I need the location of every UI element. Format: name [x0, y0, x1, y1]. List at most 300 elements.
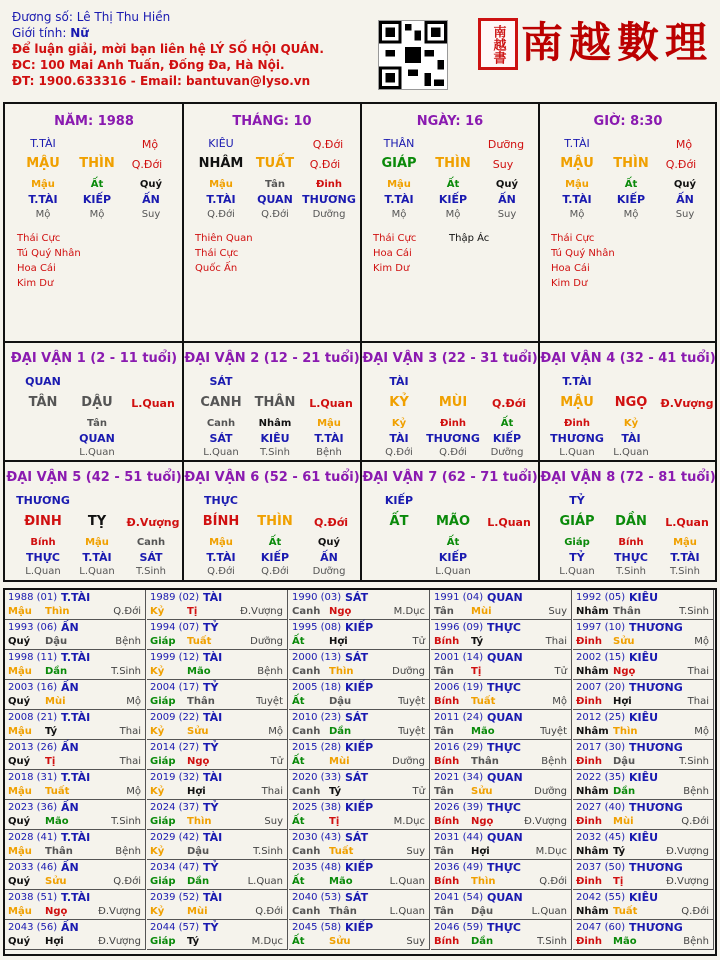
year-can: Canh [292, 786, 321, 797]
daivan-top-god: TỶ [569, 494, 585, 507]
year-label: 2026 (39) [434, 802, 484, 813]
year-god: TÀI [203, 831, 223, 844]
year-can: Canh [292, 666, 321, 677]
daivan-can: ĐINH [24, 514, 62, 529]
year-chi: Mão [471, 726, 495, 737]
year-label: 2033 (46) [8, 862, 58, 873]
daivan-hidden-stem: Giáp [564, 537, 590, 548]
daivan-can: TÂN [28, 395, 58, 410]
daivan-chi: MÃO [435, 514, 471, 529]
year-state: T.Sinh [253, 846, 283, 857]
daivan-state: Q.Đới [313, 516, 349, 529]
year-cell[interactable] [147, 680, 288, 710]
phone-line: ĐT: 1900.633316 - Email: bantuvan@lyso.vn [12, 74, 311, 88]
daivan-chi: MÙI [438, 395, 468, 410]
year-cell[interactable] [573, 920, 714, 950]
year-cell[interactable] [431, 680, 572, 710]
daivan-top-god: TÀI [389, 375, 409, 388]
year-cell[interactable] [289, 830, 430, 860]
year-god: KIÊU [629, 831, 659, 844]
qr-code-icon[interactable] [378, 20, 448, 90]
year-cell[interactable] [289, 920, 430, 950]
year-cell[interactable] [289, 620, 430, 650]
year-state: Tuyệt [398, 696, 425, 707]
year-cell[interactable] [573, 740, 714, 770]
year-cell[interactable] [5, 920, 146, 950]
year-cell[interactable] [573, 800, 714, 830]
year-cell[interactable] [573, 710, 714, 740]
year-cell[interactable] [289, 590, 430, 620]
year-state: Đ.Vượng [98, 936, 141, 947]
year-chi: Tuất [329, 846, 354, 857]
year-cell[interactable] [431, 830, 572, 860]
year-can: Ất [292, 816, 305, 827]
year-state: Q.Đới [113, 606, 141, 617]
year-cell[interactable] [573, 590, 714, 620]
year-god: ẤN [61, 621, 79, 634]
year-state: Thai [687, 666, 709, 677]
pillar-star: Thái Cực [195, 248, 239, 259]
pillar-title: GIỜ: 8:30 [593, 114, 663, 129]
year-chi: Dậu [187, 846, 210, 857]
daivan-hidden-god: QUAN [79, 432, 115, 445]
daivan-hidden-state: Bệnh [316, 447, 342, 458]
year-chi: Ngọ [329, 606, 352, 617]
year-cell[interactable] [573, 830, 714, 860]
year-can: Mậu [8, 846, 32, 857]
hidden-state: Mộ [445, 209, 461, 220]
hidden-stem: Mậu [387, 179, 411, 190]
year-chi: Hợi [613, 696, 632, 707]
pillar-star: Hoa Cái [17, 263, 56, 274]
daivan-hidden-state: Q.Đới [439, 447, 467, 458]
hidden-god: ẤN [498, 193, 516, 206]
pillar-star: Tú Quý Nhân [551, 248, 615, 259]
yearly-table [3, 588, 717, 956]
daivan-hidden-god: ẤN [320, 551, 338, 564]
year-label: 1999 (12) [150, 652, 200, 663]
year-state: Tử [270, 756, 283, 767]
year-cell[interactable] [573, 890, 714, 920]
year-chi: Tý [329, 786, 342, 797]
year-cell[interactable] [147, 650, 288, 680]
year-cell[interactable] [147, 890, 288, 920]
year-can: Mậu [8, 666, 32, 677]
year-state: Suy [406, 846, 425, 857]
year-chi: Thìn [45, 606, 70, 617]
hidden-stem: Ất [446, 179, 460, 190]
contact-line: Để luận giải, mời bạn liên hệ LÝ SỐ HỘI QUÁN. [12, 42, 324, 56]
year-can: Ất [292, 696, 305, 707]
chart-grid [3, 102, 717, 582]
year-chi: Tuất [45, 786, 70, 797]
brand-logo: 南越數理 [521, 18, 714, 67]
year-label: 1998 (11) [8, 652, 58, 663]
year-state: Tử [412, 786, 425, 797]
year-cell[interactable] [147, 920, 288, 950]
year-chi: Tý [613, 846, 626, 857]
daivan-hidden-stem: Nhâm [258, 418, 292, 429]
year-state: Mộ [268, 726, 283, 737]
year-cell[interactable] [431, 770, 572, 800]
year-chi: Dần [329, 726, 352, 737]
year-cell[interactable] [5, 860, 146, 890]
year-chi: Tị [187, 606, 198, 617]
year-can: Nhâm [576, 906, 609, 917]
year-label: 2031 (44) [434, 832, 484, 843]
daivan-title: ĐẠI VẬN 1 (2 - 11 tuổi) [10, 351, 178, 366]
year-cell[interactable] [431, 590, 572, 620]
year-god: ẤN [61, 801, 79, 814]
year-label: 2023 (36) [8, 802, 58, 813]
year-god: T.TÀI [61, 591, 91, 604]
year-state: L.Quan [247, 876, 283, 887]
year-cell[interactable] [431, 740, 572, 770]
daivan-hidden-god: T.TÀI [82, 551, 112, 564]
year-cell[interactable] [431, 800, 572, 830]
year-cell[interactable] [147, 800, 288, 830]
daivan-hidden-state: Q.Đới [261, 566, 289, 577]
hidden-god: KIẾP [438, 193, 468, 206]
hidden-stem: Ất [90, 179, 104, 190]
year-chi: Tuất [471, 696, 496, 707]
year-state: T.Sinh [537, 936, 567, 947]
year-can: Ất [292, 636, 305, 647]
year-cell[interactable] [147, 770, 288, 800]
year-cell[interactable] [289, 650, 430, 680]
year-cell[interactable] [147, 710, 288, 740]
year-god: KIẾP [345, 921, 374, 934]
year-cell[interactable] [431, 890, 572, 920]
pillar-star: Tú Quý Nhân [17, 248, 81, 259]
year-state: Q.Đới [113, 876, 141, 887]
year-state: Mộ [694, 636, 709, 647]
year-label: 1997 (10) [576, 622, 626, 633]
year-chi: Hợi [471, 846, 490, 857]
year-god: THƯƠNG [629, 741, 683, 754]
year-god: SÁT [345, 891, 369, 904]
year-state: Q.Đới [681, 816, 709, 827]
year-chi: Ngọ [471, 816, 494, 827]
year-cell[interactable] [289, 710, 430, 740]
year-can: Giáp [150, 696, 176, 707]
year-cell[interactable] [289, 770, 430, 800]
pillar-star: Thái Cực [17, 233, 61, 244]
pillar-top-god: THÂN [383, 137, 415, 150]
year-god: T.TÀI [61, 651, 91, 664]
year-chi: Sửu [471, 786, 493, 797]
year-cell[interactable] [573, 680, 714, 710]
year-state: Bệnh [115, 846, 141, 857]
pillar-top-state: Dưỡng [487, 138, 525, 151]
hidden-stem: Quý [495, 179, 519, 190]
year-cell[interactable] [289, 680, 430, 710]
year-chi: Mùi [613, 816, 634, 827]
pillar-chi: THÌN [613, 156, 649, 171]
year-state: Dưỡng [250, 636, 283, 647]
hidden-stem: Tân [265, 179, 285, 190]
gender-value: Nữ [70, 26, 89, 40]
year-state: Đ.Vượng [666, 876, 709, 887]
year-can: Quý [8, 876, 31, 887]
year-cell[interactable] [5, 590, 146, 620]
year-god: QUAN [487, 771, 523, 784]
year-state: M.Dục [535, 846, 567, 857]
year-chi: Tị [329, 816, 340, 827]
daivan-hidden-state: L.Quan [435, 566, 471, 577]
year-cell[interactable] [147, 620, 288, 650]
year-chi: Thìn [329, 666, 354, 677]
pillar-star: Kim Dư [551, 278, 588, 289]
year-state: Bệnh [683, 786, 709, 797]
year-cell[interactable] [5, 740, 146, 770]
year-god: ẤN [61, 861, 79, 874]
year-cell[interactable] [573, 650, 714, 680]
daivan-hidden-god: KIẾP [260, 551, 290, 564]
pillar-can: NHÂM [198, 156, 244, 171]
year-can: Bính [434, 696, 460, 707]
year-god: SÁT [345, 711, 369, 724]
hidden-state: Q.Đới [207, 209, 235, 220]
year-label: 1996 (09) [434, 622, 484, 633]
daivan-hidden-state: L.Quan [613, 447, 649, 458]
year-can: Bính [434, 636, 460, 647]
year-label: 2002 (15) [576, 652, 626, 663]
daivan-hidden-state: T.Sinh [260, 447, 290, 458]
year-chi: Dần [471, 936, 494, 947]
year-chi: Dần [187, 876, 210, 887]
year-cell[interactable] [573, 770, 714, 800]
daivan-can: GIÁP [559, 514, 595, 529]
year-cell[interactable] [289, 740, 430, 770]
year-chi: Tuất [187, 636, 212, 647]
year-cell[interactable] [5, 710, 146, 740]
year-label: 2046 (59) [434, 922, 484, 933]
year-god: KIẾP [345, 621, 374, 634]
daivan-can: BÍNH [202, 514, 240, 529]
year-cell[interactable] [147, 830, 288, 860]
year-chi: Ngọ [45, 906, 68, 917]
hidden-god: KIẾP [82, 193, 112, 206]
year-chi: Mùi [329, 756, 350, 767]
year-cell[interactable] [5, 800, 146, 830]
daivan-state: L.Quan [309, 397, 353, 410]
year-can: Mậu [8, 906, 32, 917]
year-can: Canh [292, 606, 321, 617]
daivan-hidden-god: T.TÀI [670, 551, 700, 564]
pillar-can-state: Suy [492, 158, 514, 171]
year-chi: Sửu [329, 936, 351, 947]
year-cell[interactable] [5, 680, 146, 710]
year-god: KIÊU [629, 771, 659, 784]
year-chi: Mùi [45, 696, 66, 707]
hidden-stem: Mậu [31, 179, 55, 190]
year-cell[interactable] [289, 800, 430, 830]
year-can: Quý [8, 816, 31, 827]
hidden-god: T.TÀI [28, 193, 58, 206]
year-label: 2024 (37) [150, 802, 200, 813]
daivan-state: L.Quan [665, 516, 709, 529]
year-chi: Mão [329, 876, 353, 887]
year-cell[interactable] [5, 830, 146, 860]
year-chi: Mùi [187, 906, 208, 917]
year-god: KIÊU [629, 591, 659, 604]
year-chi: Ngọ [613, 666, 636, 677]
year-god: SÁT [345, 591, 369, 604]
year-label: 2040 (53) [292, 892, 342, 903]
year-cell[interactable] [431, 860, 572, 890]
year-label: 2041 (54) [434, 892, 484, 903]
daivan-hidden-stem: Bính [30, 537, 56, 548]
daivan-hidden-god: THỰC [614, 551, 648, 564]
year-cell[interactable] [289, 860, 430, 890]
year-cell[interactable] [431, 620, 572, 650]
daivan-hidden-stem: Ất [268, 537, 282, 548]
year-can: Mậu [8, 726, 32, 737]
year-label: 2045 (58) [292, 922, 342, 933]
year-label: 2016 (29) [434, 742, 484, 753]
year-label: 2042 (55) [576, 892, 626, 903]
daivan-chi: THÂN [254, 395, 296, 410]
year-cell[interactable] [147, 860, 288, 890]
daivan-title: ĐẠI VẬN 3 (22 - 31 tuổi) [362, 351, 538, 366]
year-god: ẤN [61, 681, 79, 694]
daivan-can: ẤT [389, 514, 409, 529]
year-can: Tân [434, 606, 454, 617]
daivan-hidden-god: SÁT [139, 551, 163, 564]
pillar-title: NGÀY: 16 [416, 114, 484, 129]
year-label: 2032 (45) [576, 832, 626, 843]
daivan-hidden-stem: Bính [618, 537, 644, 548]
year-state: Thai [119, 726, 141, 737]
daivan-top-god: THỰC [204, 494, 238, 507]
year-state: M.Dục [251, 936, 283, 947]
year-god: QUAN [487, 711, 523, 724]
year-state: Dưỡng [392, 756, 425, 767]
year-state: Tuyệt [398, 726, 425, 737]
year-god: KIÊU [629, 651, 659, 664]
year-can: Giáp [150, 816, 176, 827]
year-chi: Hợi [329, 636, 348, 647]
year-god: KIẾP [345, 681, 374, 694]
daivan-chi: DẦN [615, 514, 647, 529]
year-state: Bệnh [541, 756, 567, 767]
year-state: Thai [261, 786, 283, 797]
daivan-hidden-stem: Tân [87, 418, 107, 429]
year-cell[interactable] [431, 650, 572, 680]
year-label: 2015 (28) [292, 742, 342, 753]
year-label: 1993 (06) [8, 622, 58, 633]
year-state: Đ.Vượng [98, 906, 141, 917]
daivan-hidden-god: T.TÀI [206, 551, 236, 564]
year-state: Q.Đới [255, 906, 283, 917]
year-can: Kỷ [150, 786, 165, 797]
hidden-state: Mộ [89, 209, 105, 220]
year-can: Bính [434, 936, 460, 947]
year-cell[interactable] [289, 890, 430, 920]
year-god: TỶ [203, 921, 219, 934]
year-god: KIÊU [629, 711, 659, 724]
year-cell[interactable] [5, 770, 146, 800]
pillar-title: THÁNG: 10 [232, 114, 312, 129]
year-can: Bính [434, 816, 460, 827]
daivan-hidden-god: KIÊU [260, 432, 290, 445]
daivan-hidden-stem: Canh [206, 418, 236, 429]
year-god: T.TÀI [61, 771, 91, 784]
year-state: Thai [687, 696, 709, 707]
hidden-god: QUAN [257, 193, 293, 206]
year-can: Đinh [576, 816, 603, 827]
year-cell[interactable] [5, 890, 146, 920]
year-label: 1991 (04) [434, 592, 484, 603]
year-state: Đ.Vượng [240, 606, 283, 617]
year-cell[interactable] [5, 620, 146, 650]
year-state: Đ.Vượng [666, 846, 709, 857]
year-label: 2012 (25) [576, 712, 626, 723]
year-state: Suy [406, 936, 425, 947]
year-chi: Dậu [471, 906, 494, 917]
year-state: T.Sinh [111, 816, 141, 827]
year-can: Đinh [576, 876, 603, 887]
year-god: TỶ [203, 801, 219, 814]
year-chi: Hợi [187, 786, 206, 797]
year-cell[interactable] [147, 590, 288, 620]
daivan-hidden-god: THƯƠNG [426, 432, 480, 445]
year-cell[interactable] [5, 650, 146, 680]
year-cell[interactable] [147, 740, 288, 770]
year-god: TÀI [203, 591, 223, 604]
year-label: 2036 (49) [434, 862, 484, 873]
year-god: T.TÀI [61, 831, 91, 844]
year-label: 2010 (23) [292, 712, 342, 723]
year-state: Q.Đới [539, 876, 567, 887]
year-label: 2013 (26) [8, 742, 58, 753]
year-can: Kỷ [150, 906, 165, 917]
year-chi: Dậu [329, 696, 352, 707]
year-label: 2029 (42) [150, 832, 200, 843]
year-can: Kỷ [150, 726, 165, 737]
year-chi: Sửu [613, 636, 635, 647]
year-state: L.Quan [531, 906, 567, 917]
pillar-chi: THÌN [79, 156, 115, 171]
year-state: Tử [554, 666, 567, 677]
year-can: Ất [292, 756, 305, 767]
year-chi: Dần [613, 786, 636, 797]
year-state: M.Dục [393, 606, 425, 617]
daivan-hidden-god: TÀI [621, 432, 641, 445]
daivan-top-god: QUAN [25, 375, 61, 388]
daivan-hidden-god: TỶ [569, 551, 585, 564]
hidden-state: Mộ [569, 209, 585, 220]
year-cell[interactable] [431, 710, 572, 740]
pillar-extra-star: Thập Ác [449, 233, 490, 244]
daivan-hidden-state: L.Quan [25, 566, 61, 577]
year-cell[interactable] [573, 620, 714, 650]
year-cell[interactable] [431, 920, 572, 950]
year-cell[interactable] [573, 860, 714, 890]
hidden-state: Mộ [35, 209, 51, 220]
year-label: 2001 (14) [434, 652, 484, 663]
year-can: Kỷ [150, 666, 165, 677]
year-can: Bính [434, 876, 460, 887]
year-god: THƯƠNG [629, 861, 683, 874]
year-state: Đ.Vượng [524, 816, 567, 827]
pillar-star: Hoa Cái [373, 248, 412, 259]
year-god: TỶ [203, 621, 219, 634]
year-chi: Thìn [613, 726, 638, 737]
daivan-hidden-stem: Mậu [209, 537, 233, 548]
year-god: THỰC [487, 741, 521, 754]
